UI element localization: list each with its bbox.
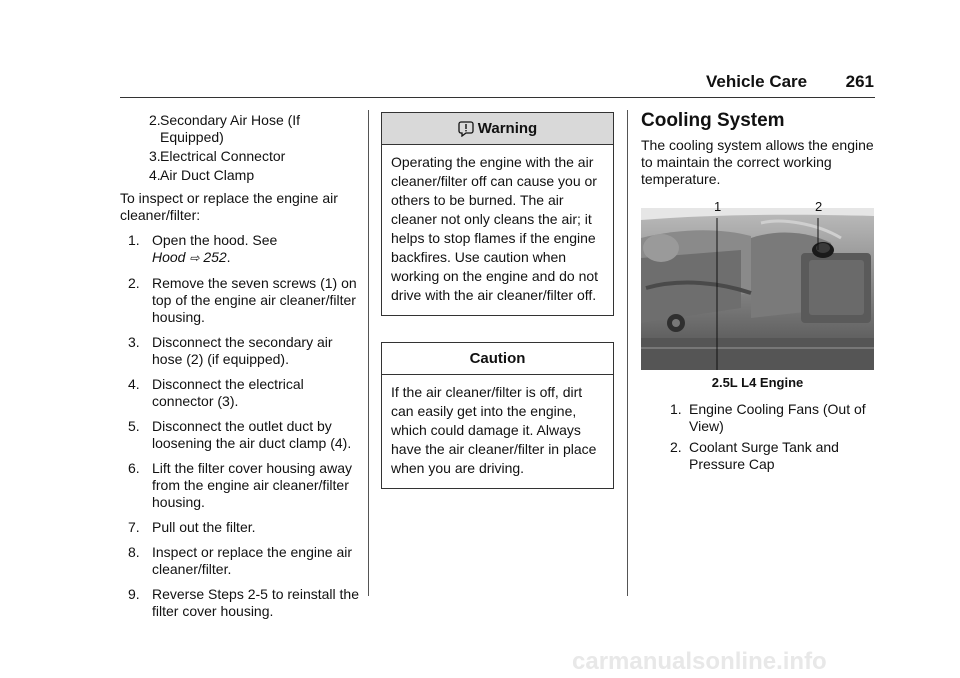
xref-page: 252 [203,249,227,265]
item-text: Engine Cooling Fans (Out of View) [689,401,866,434]
column-left [120,112,360,628]
part-list-item [120,167,360,184]
step-text: Lift the filter cover housing away from the engine air cleaner/filter housing. [152,460,352,510]
step-item [120,519,360,536]
callout-1: 1 [714,199,722,214]
step-number: 9. [128,586,140,602]
item-number: 4. [149,167,161,183]
cooling-system-heading: Cooling System [641,110,785,131]
item-text: Secondary Air Hose (If Equipped) [160,112,301,145]
xref-label: Hood [152,249,186,265]
step-number: 7. [128,519,140,535]
caution-header [382,343,613,375]
warning-icon [458,121,474,137]
step-number: 3. [128,334,140,350]
column-right [641,110,874,477]
warning-box [381,112,614,316]
column-middle [381,112,614,489]
step-item [120,418,360,452]
part-list-item [120,112,360,146]
part-list-item [120,148,360,165]
step-number: 8. [128,544,140,560]
step-text: Disconnect the outlet duct by loosening the air duct clamp (4). [152,418,352,451]
page-number: 261 [845,72,874,91]
cooling-intro: The cooling system allows the engine to maintain the correct working temperature. [641,137,874,187]
legend-item [641,439,874,473]
caution-box [381,342,614,489]
item-number: 3. [149,148,161,164]
step-item [120,460,360,511]
caution-title: Caution [469,350,526,367]
step-number: 2. [128,275,140,291]
item-number: 2. [149,112,161,128]
step-number: 5. [128,418,140,434]
figure-caption: 2.5L L4 Engine [711,375,804,390]
step-item [120,376,360,410]
warning-title: Warning [477,120,538,137]
step-item [120,232,360,267]
step-item [120,334,360,368]
item-number: 2. [670,439,682,455]
column-divider [368,110,369,596]
callout-2: 2 [815,199,823,214]
step-number: 1. [128,232,140,248]
header-rule [120,97,875,98]
item-number: 1. [670,401,682,417]
step-item [120,544,360,578]
warning-header [382,113,613,145]
item-text: Electrical Connector [160,148,286,164]
page-header [641,72,874,94]
step-item [120,275,360,326]
step-item [120,586,360,620]
step-text: Open the hood. See [152,232,278,248]
warning-text: Operating the engine with the air cleaner/filter off can cause you or others to be burned. The air cleaner not only cleans the air; it helps to stop flames if the engine backfires. Use caution when working on the engine and do not drive with the air cleaner/filter off. [391,154,599,303]
engine-bay-image [641,198,874,370]
intro-paragraph: To inspect or replace the engine air cleaner/filter: [120,190,338,223]
step-text: Inspect or replace the engine air cleaner/filter. [152,544,353,577]
step-text: Disconnect the electrical connector (3). [152,376,304,409]
watermark: carmanualsonline.info [572,648,827,675]
item-text: Air Duct Clamp [160,167,255,183]
xref-arrow-icon: ⇨ [189,251,200,265]
step-period: . [226,249,231,265]
hood-link[interactable] [152,249,227,265]
item-text: Coolant Surge Tank and Pressure Cap [689,439,839,472]
step-text: Pull out the filter. [152,519,256,535]
step-text: Disconnect the secondary air hose (2) (if equipped). [152,334,333,367]
section-title: Vehicle Care [706,72,808,91]
step-number: 6. [128,460,140,476]
engine-photo [641,198,874,370]
step-text: Remove the seven screws (1) on top of the engine air cleaner/filter housing. [152,275,357,325]
column-divider [627,110,628,596]
legend-item [641,401,874,435]
step-text: Reverse Steps 2-5 to reinstall the filter cover housing. [152,586,359,619]
caution-text: If the air cleaner/filter is off, dirt can easily get into the engine, which could damage it. Always have the air cleaner/filter in place when you are driving. [391,384,597,476]
step-number: 4. [128,376,140,392]
